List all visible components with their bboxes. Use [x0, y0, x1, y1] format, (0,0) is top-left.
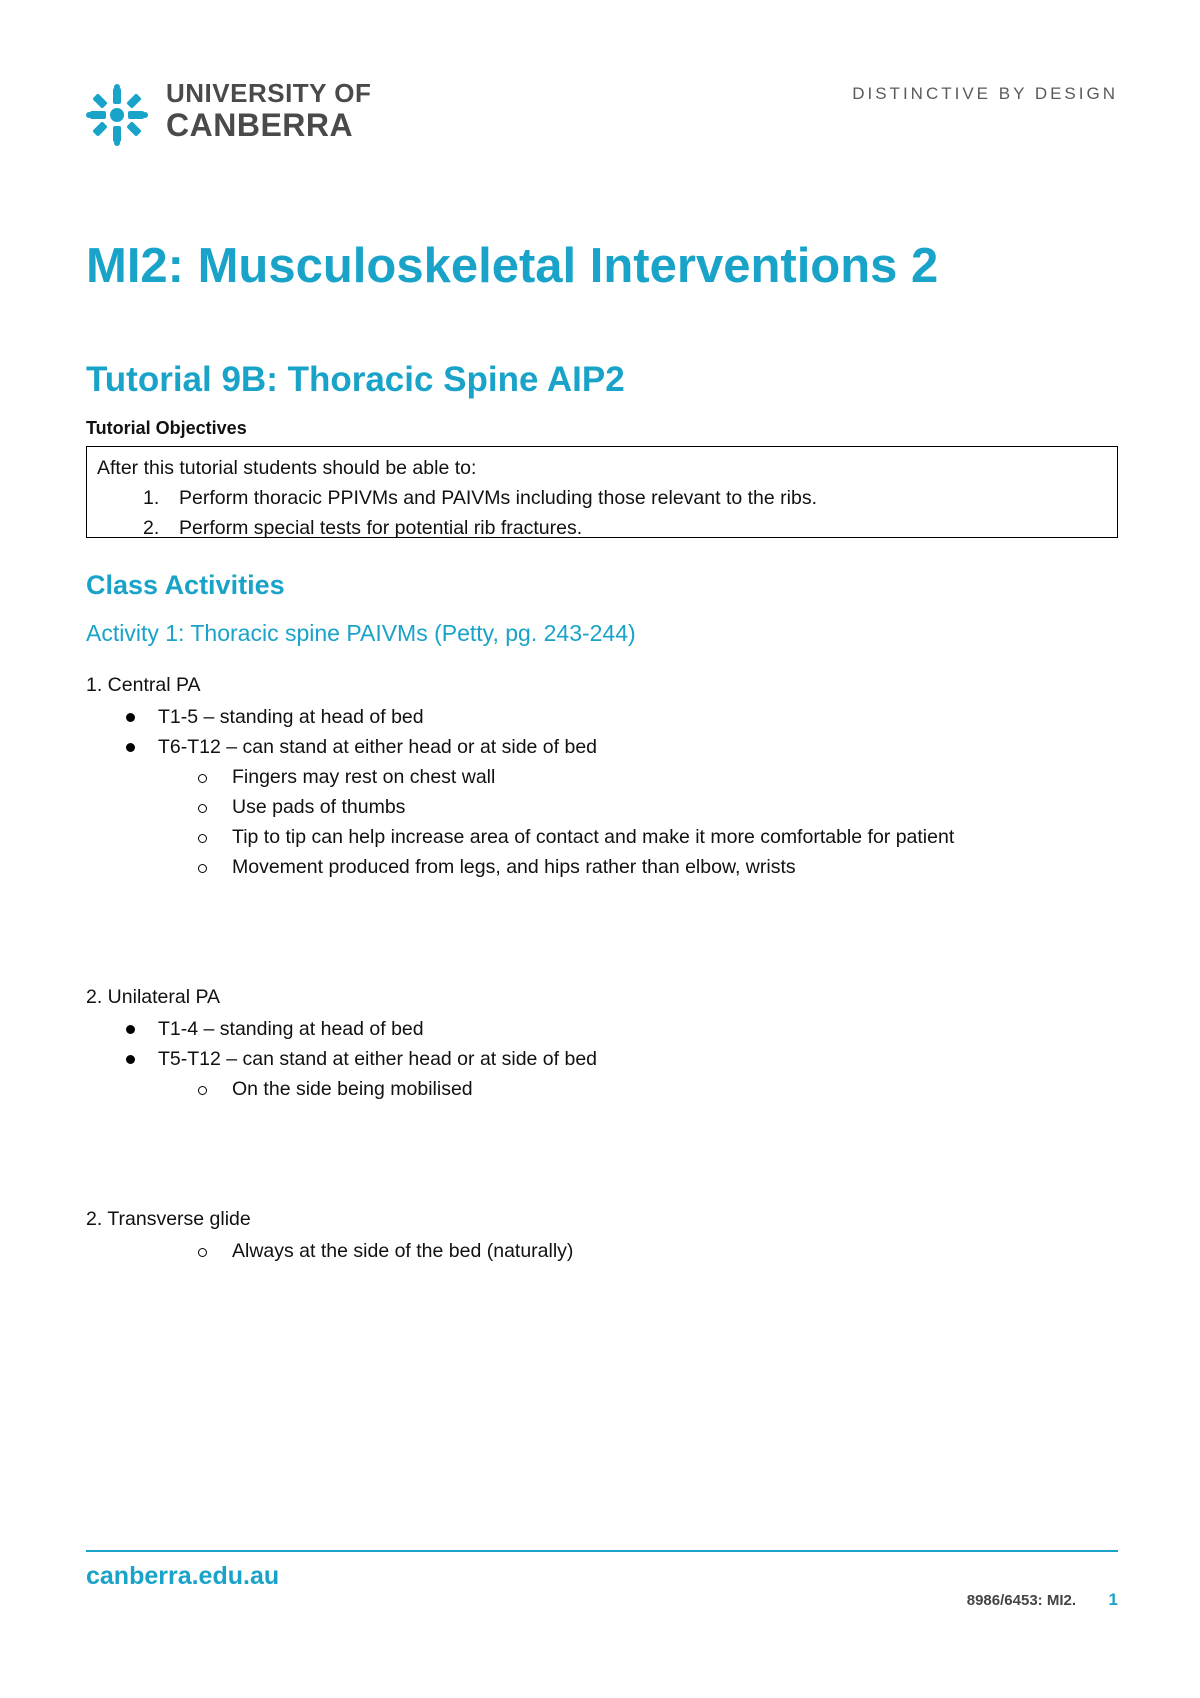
objective-text: Perform thoracic PPIVMs and PAIVMs including those relevant to the ribs. — [179, 487, 818, 509]
tutorial-subtitle: Tutorial 9B: Thoracic Spine AIP2 — [86, 360, 625, 399]
central-pa-heading: 1. Central PA — [86, 674, 201, 696]
list-item: T1-4 – standing at head of bed — [86, 1014, 597, 1044]
activity-1-heading: Activity 1: Thoracic spine PAIVMs (Petty, pg. 243-244) — [86, 620, 636, 646]
transverse-glide-heading: 2. Transverse glide — [86, 1208, 251, 1230]
list-item: Use pads of thumbs — [86, 792, 954, 822]
circle-bullet-icon — [198, 834, 207, 843]
list-item: Always at the side of the bed (naturally) — [86, 1236, 573, 1266]
list-item: Fingers may rest on chest wall — [86, 762, 954, 792]
central-pa-subitems — [86, 762, 954, 882]
circle-bullet-icon — [198, 864, 207, 873]
bullet-icon — [126, 743, 135, 752]
tagline: DISTINCTIVE BY DESIGN — [852, 84, 1118, 103]
circle-bullet-icon — [198, 804, 207, 813]
unilateral-pa-section — [86, 982, 597, 1104]
objectives-box — [86, 446, 1118, 538]
transverse-glide-section — [86, 1204, 573, 1266]
objective-number: 1. — [143, 487, 160, 509]
bullet-icon — [126, 713, 135, 722]
list-item: T5-T12 – can stand at either head or at side of bed — [86, 1044, 597, 1074]
footer-url[interactable]: canberra.edu.au — [86, 1562, 280, 1590]
university-logo-icon — [86, 84, 148, 146]
objectives-heading: Tutorial Objectives — [86, 418, 247, 438]
university-logo-text — [166, 80, 371, 141]
page-title: MI2: Musculoskeletal Interventions 2 — [86, 239, 939, 293]
list-item: Tip to tip can help increase area of contact and make it more comfortable for patient — [86, 822, 954, 852]
transverse-glide-subitems — [86, 1236, 573, 1266]
central-pa-section — [86, 670, 954, 882]
circle-bullet-icon — [198, 1248, 207, 1257]
list-item: T1-5 – standing at head of bed — [86, 702, 954, 732]
footer-divider — [86, 1550, 1118, 1552]
objective-number: 2. — [143, 517, 160, 539]
central-pa-bullets — [86, 702, 954, 762]
logo-line-2: CANBERRA — [166, 107, 354, 143]
bullet-icon — [126, 1025, 135, 1034]
unilateral-pa-subitems — [86, 1074, 597, 1104]
list-item: Movement produced from legs, and hips rather than elbow, wrists — [86, 852, 954, 882]
objective-item — [97, 483, 1107, 513]
objective-item — [97, 513, 1107, 543]
circle-bullet-icon — [198, 1086, 207, 1095]
list-item: T6-T12 – can stand at either head or at side of bed — [86, 732, 954, 762]
objective-text: Perform special tests for potential rib fractures. — [179, 517, 583, 539]
unilateral-pa-heading: 2. Unilateral PA — [86, 986, 221, 1008]
class-activities-heading: Class Activities — [86, 570, 285, 600]
footer-course-code: 8986/6453: MI2. — [966, 1592, 1076, 1609]
bullet-icon — [126, 1055, 135, 1064]
objectives-list — [97, 483, 1107, 543]
unilateral-pa-bullets — [86, 1014, 597, 1074]
circle-bullet-icon — [198, 774, 207, 783]
page-number: 1 — [1108, 1590, 1118, 1609]
objectives-intro: After this tutorial students should be able to: — [97, 457, 477, 479]
list-item: On the side being mobilised — [86, 1074, 597, 1104]
logo-line-1: UNIVERSITY OF — [166, 78, 372, 108]
